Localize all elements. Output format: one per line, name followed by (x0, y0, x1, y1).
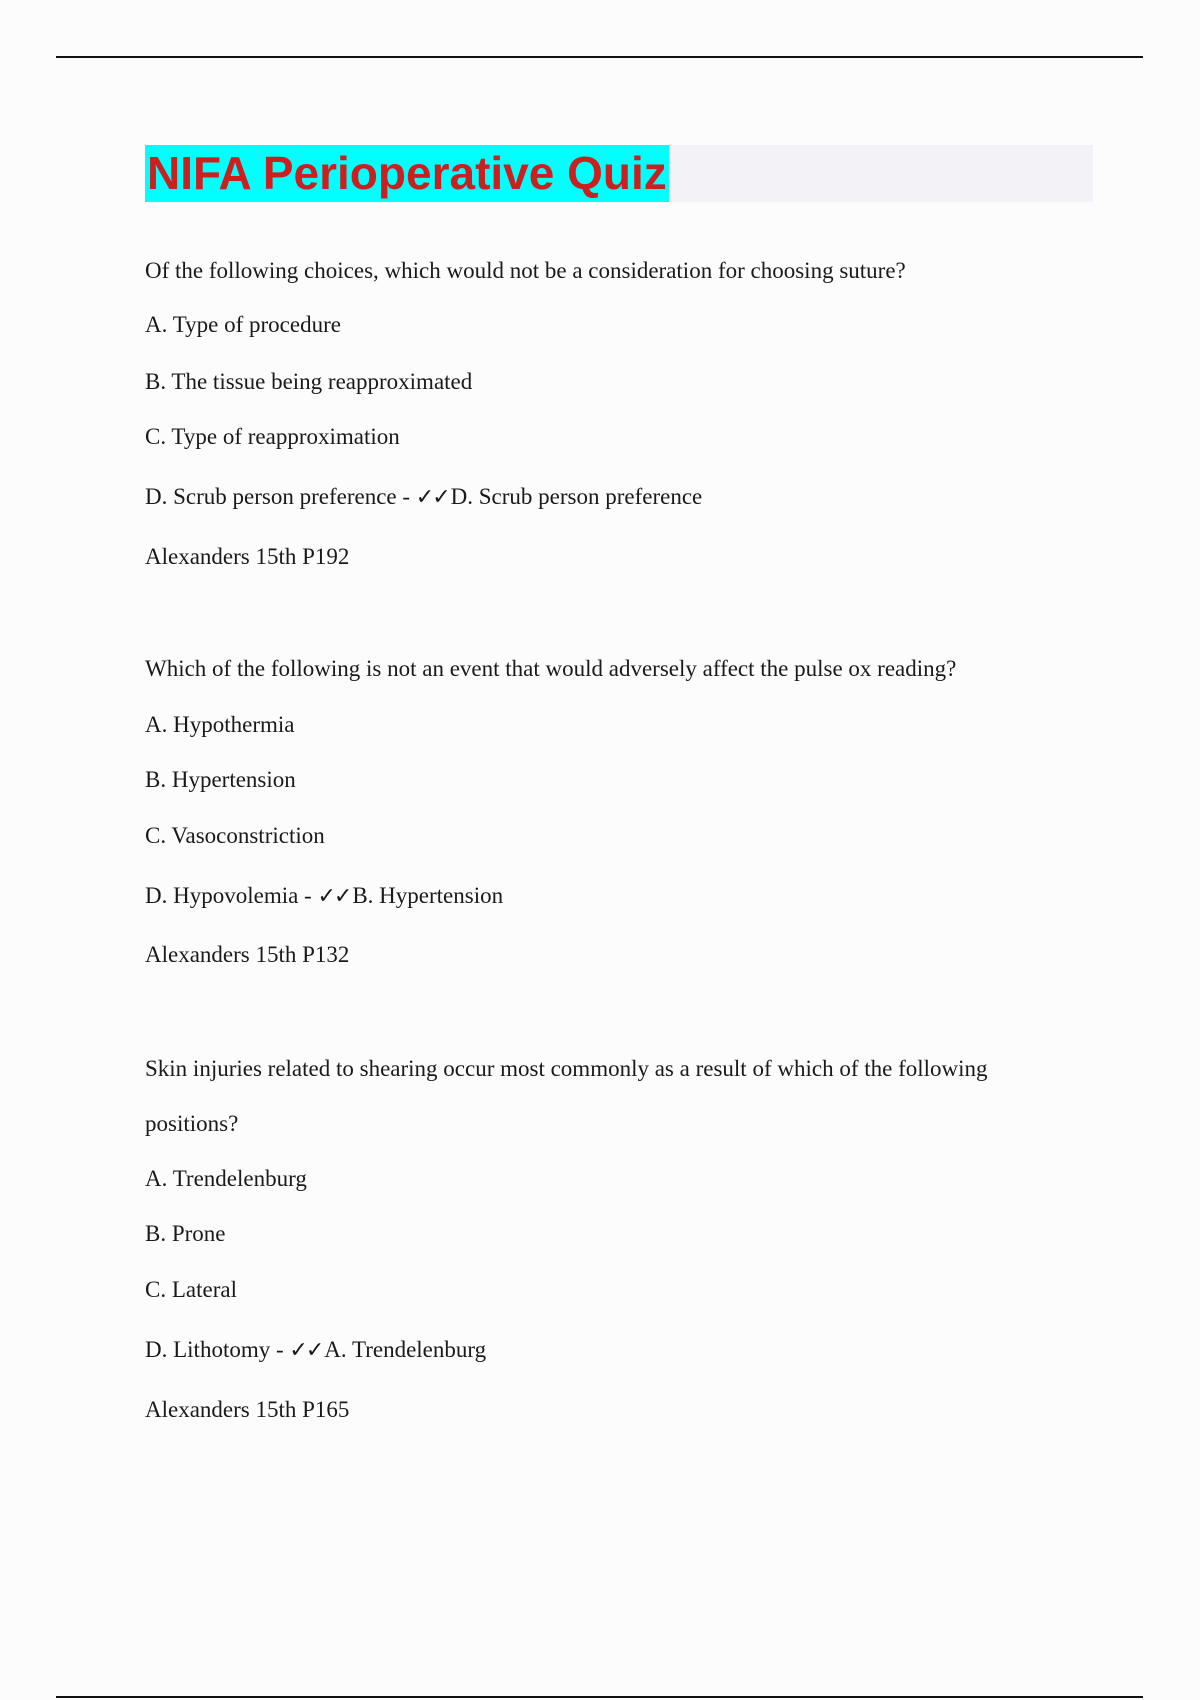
question-3-stem-line-1: Skin injuries related to shearing occur most commonly as a result of which of the following (145, 1056, 988, 1081)
question-3-option-d-with-answer (145, 1337, 1065, 1364)
question-3-reference: Alexanders 15th P165 (145, 1397, 350, 1422)
check-icon: ✓✓ (415, 485, 449, 510)
question-1-option-d: D. Scrub person preference - (145, 484, 411, 509)
question-3-stem-line-2: positions? (145, 1111, 239, 1136)
question-2-answer: B. Hypertension (352, 883, 504, 908)
question-1-option-b: B. The tissue being reapproximated (145, 369, 473, 394)
question-2-option-b: B. Hypertension (145, 767, 296, 792)
question-2-option-c: C. Vasoconstriction (145, 823, 325, 848)
question-1-stem: Of the following choices, which would not be a consideration for choosing suture? (145, 258, 906, 283)
question-3-option-c: C. Lateral (145, 1277, 237, 1302)
header-rule (56, 56, 1143, 58)
document-title: NIFA Perioperative Quiz (145, 145, 669, 202)
check-icon: ✓✓ (289, 1338, 323, 1363)
question-1-reference: Alexanders 15th P192 (145, 544, 350, 569)
question-2-reference: Alexanders 15th P132 (145, 942, 350, 967)
question-1-answer: D. Scrub person preference (450, 484, 703, 509)
footer-rule (56, 1696, 1143, 1698)
question-1-option-d-with-answer (145, 484, 1065, 511)
question-1-option-a: A. Type of procedure (145, 312, 341, 337)
question-2-stem: Which of the following is not an event that would adversely affect the pulse ox reading? (145, 656, 957, 681)
question-2-option-a: A. Hypothermia (145, 712, 295, 737)
question-1-option-c: C. Type of reapproximation (145, 424, 400, 449)
question-2-option-d-with-answer (145, 883, 1065, 910)
question-3-option-d: D. Lithotomy - (145, 1337, 284, 1362)
question-3-option-b: B. Prone (145, 1221, 226, 1246)
question-2-option-d: D. Hypovolemia - (145, 883, 312, 908)
question-3-answer: A. Trendelenburg (324, 1337, 487, 1362)
question-3-option-a: A. Trendelenburg (145, 1166, 307, 1191)
check-icon: ✓✓ (317, 884, 351, 909)
